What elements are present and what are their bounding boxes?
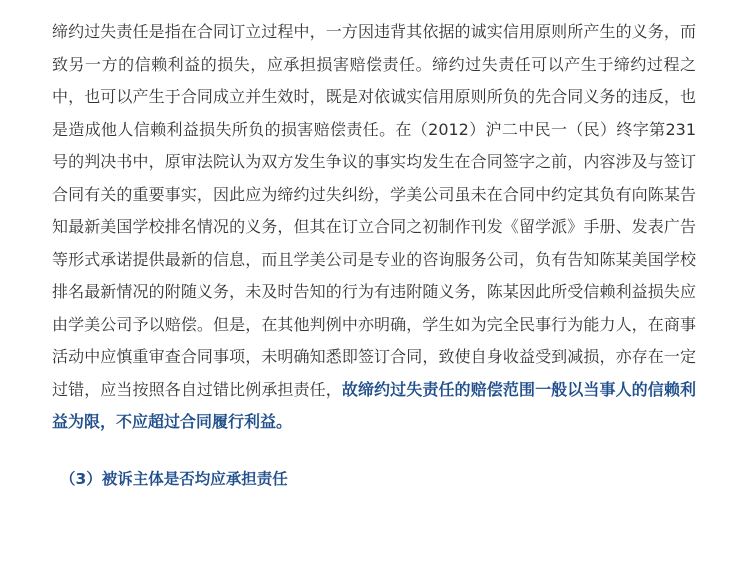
paragraph-text: 缔约过失责任是指在合同订立过程中，一方因违背其依据的诚实信用原则所产生的义务，而致另一方的信赖利益的损失，应承担损害赔偿责任。缔约过失责任可以产生于缔约过程之中，也可以产生于合同成立并生效时，既是对依诚实信用原则所负的先合同义务的违反，也是造成他人信赖利益损失所负的损害赔偿责任。在（2012）沪二中民一（民）终字第231号的判决书中，原审法院认为双方发生争议的事实均发生在合同签字之前，内容涉及与签订合同有关的重要事实，因此应为缔约过失纠纷，学美公司虽未在合同中约定其负有向陈某告知最新美国学校排名情况的义务，但其在订立合同之初制作刊发《留学派》手册、发表广告等形式承诺提供最新的信息，而且学美公司是专业的咨询服务公司，负有告知陈某美国学校排名最新情况的附随义务，未及时告知的行为有违附随义务，陈某因此所受信赖利益损失应由学美公司予以赔偿。但是，在其他判例中亦明确，学生如为完全民事行为能力人，在商事活动中应慎重审查合同事项，未明确知悉即签订合同，致使自身收益受到减损，亦存在一定过错，应当按照各自过错比例承担责任， [52, 22, 696, 399]
emphasis-text: 故缔约过失责任的赔偿范围一般以当事人的信赖利益为限，不应超过合同履行利益。 [52, 379, 696, 431]
paragraph [52, 0, 696, 439]
section-heading: （3）被诉主体是否均应承担责任 [60, 469, 288, 488]
article-body [52, 0, 696, 495]
